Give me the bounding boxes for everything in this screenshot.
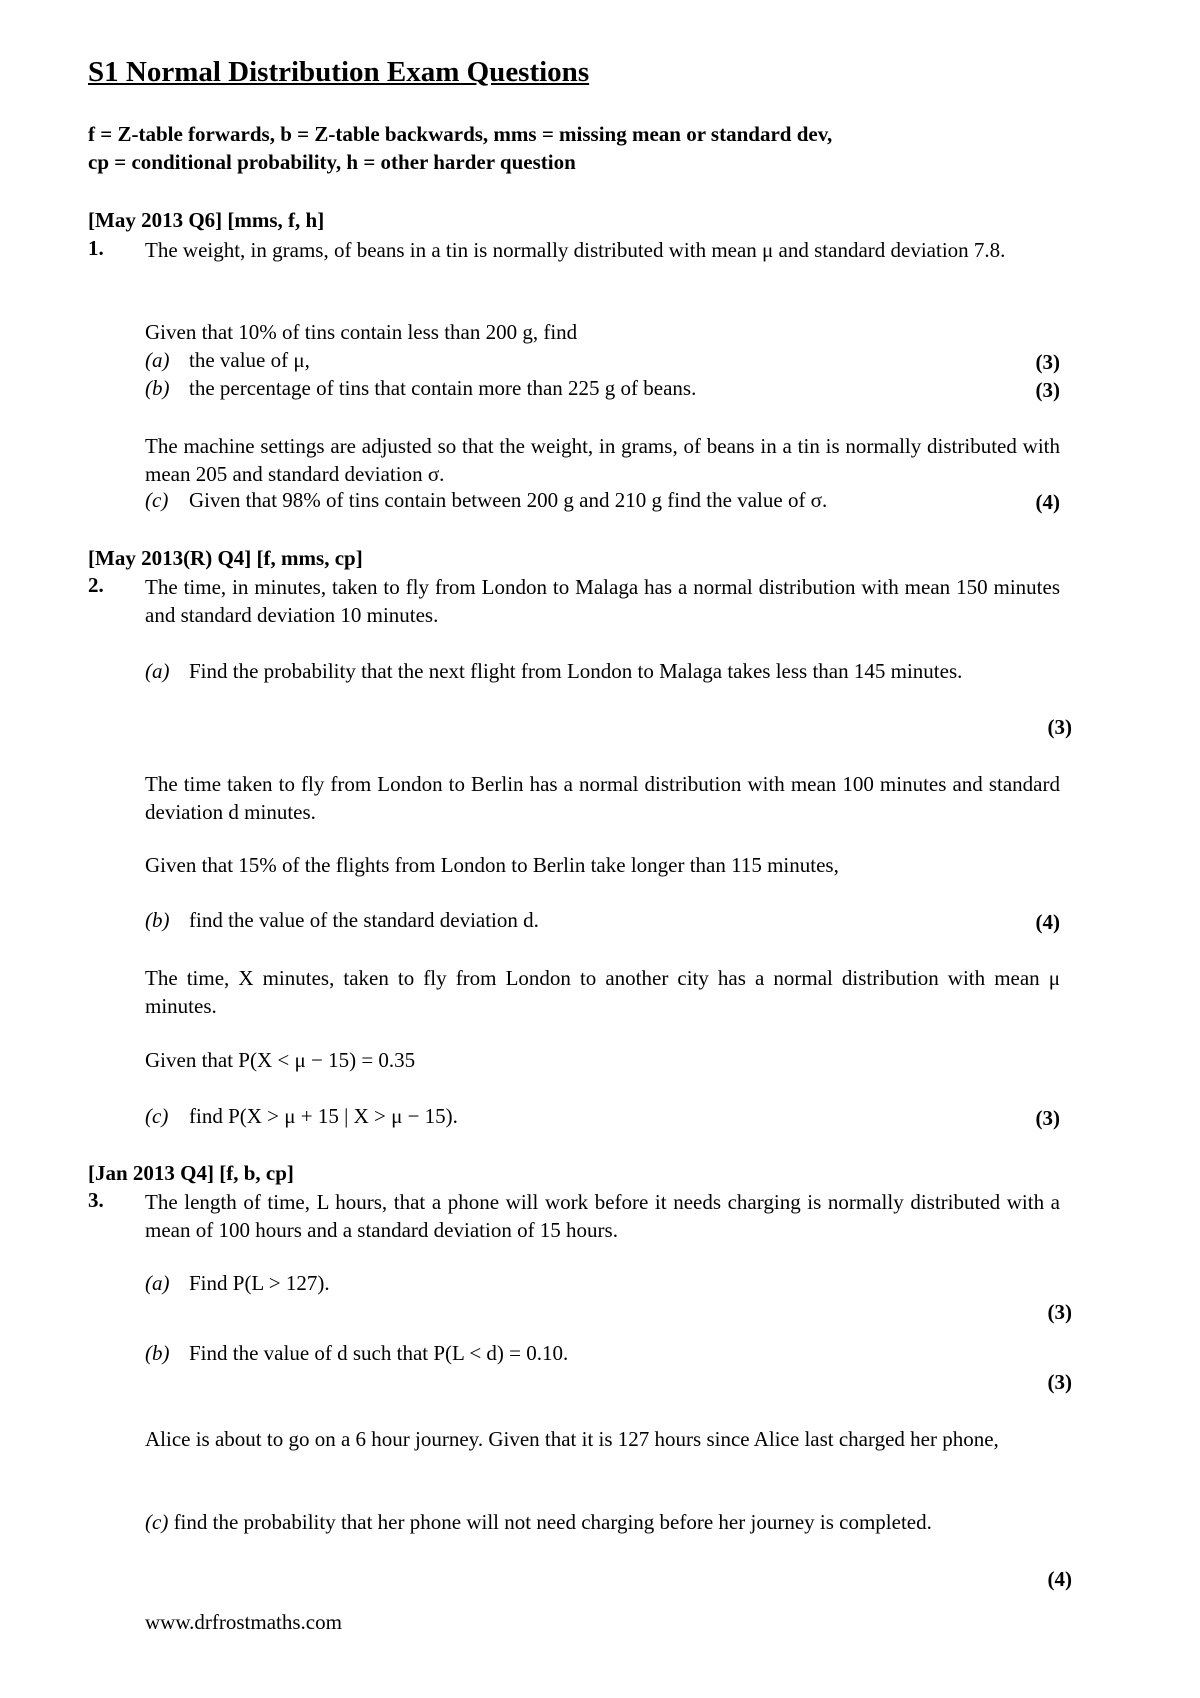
q1-part-a-text: the value of μ, xyxy=(189,348,310,372)
q1-source-tag: [May 2013 Q6] [mms, f, h] xyxy=(88,208,325,232)
q2-part-c-text: find P(X > μ + 15 | X > μ − 15). xyxy=(189,1104,458,1128)
q3-alice-info: Alice is about to go on a 6 hour journey. Given that it is 127 hours since Alice last charged her phone, xyxy=(145,1427,999,1451)
q3-part-c xyxy=(145,1508,1060,1536)
q3-part-c-text: find the probability that her phone will not need charging before her journey is completed. xyxy=(173,1510,932,1534)
q1-part-b xyxy=(145,376,696,401)
q3-part-a-label: (a) xyxy=(145,1271,170,1295)
q3-part-a-marks: (3) xyxy=(1047,1300,1072,1324)
q2-part-b-text: find the value of the standard deviation d. xyxy=(189,908,539,932)
q3-part-a-text: Find P(L > 127). xyxy=(189,1271,330,1295)
q1-part-c-text: Given that 98% of tins contain between 200 g and 210 g find the value of σ. xyxy=(189,488,828,512)
footer-url: www.drfrostmaths.com xyxy=(145,1610,342,1634)
q1-number: 1. xyxy=(88,236,104,260)
q1-part-b-text: the percentage of tins that contain more than 225 g of beans. xyxy=(189,376,697,400)
q3-part-a xyxy=(145,1271,330,1296)
q3-part-c-marks: (4) xyxy=(1047,1567,1072,1591)
q2-part-c xyxy=(145,1104,458,1129)
q2-part-b-marks: (4) xyxy=(1035,910,1060,934)
q3-number: 3. xyxy=(88,1188,104,1212)
q3-part-b-text: Find the value of d such that P(L < d) = 0.10. xyxy=(189,1341,569,1365)
legend-line-1: f = Z-table forwards, b = Z-table backwards, mms = missing mean or standard dev, xyxy=(88,122,833,146)
q3-part-b xyxy=(145,1341,568,1366)
q1-part-c-marks: (4) xyxy=(1035,490,1060,514)
q3-source-tag: [Jan 2013 Q4] [f, b, cp] xyxy=(88,1161,294,1185)
q2-part-c-label: (c) xyxy=(145,1104,169,1128)
q2-part-a-text: Find the probability that the next flight from London to Malaga takes less than 145 minutes. xyxy=(189,659,963,683)
q1-part-a-marks: (3) xyxy=(1035,350,1060,374)
q2-part-b-label: (b) xyxy=(145,908,170,932)
q3-part-c-label: (c) xyxy=(145,1510,169,1534)
page-title: S1 Normal Distribution Exam Questions xyxy=(88,56,590,88)
q2-part-a-marks: (3) xyxy=(1047,715,1072,739)
q2-berlin-info: The time taken to fly from London to Berlin has a normal distribution with mean 100 minutes and standard deviation d minutes. xyxy=(145,772,1060,824)
q1-part-c xyxy=(145,488,827,513)
q2-part-a-label: (a) xyxy=(145,659,170,683)
q2-part-b xyxy=(145,908,539,933)
q3-part-b-marks: (3) xyxy=(1047,1370,1072,1394)
q1-given: Given that 10% of tins contain less than 200 g, find xyxy=(145,320,578,344)
q1-intro: The weight, in grams, of beans in a tin is normally distributed with mean μ and standard deviation 7.8. xyxy=(145,238,1006,262)
legend-line-2: cp = conditional probability, h = other harder question xyxy=(88,150,576,174)
q2-number: 2. xyxy=(88,573,104,597)
q1-part-b-label: (b) xyxy=(145,376,170,400)
q2-other-city: The time, X minutes, taken to fly from London to another city has a normal distribution with mean μ minutes. xyxy=(145,966,1060,1018)
q1-part-a xyxy=(145,348,310,373)
q3-intro: The length of time, L hours, that a phone will work before it needs charging is normally distributed with a mean of 100 hours and a standard deviation of 15 hours. xyxy=(145,1190,1060,1242)
q1-part-a-label: (a) xyxy=(145,348,170,372)
q2-given-2: Given that P(X < μ − 15) = 0.35 xyxy=(145,1048,416,1072)
q2-part-a xyxy=(145,657,1060,685)
q2-given: Given that 15% of the flights from London to Berlin take longer than 115 minutes, xyxy=(145,853,839,877)
q1-part-c-label: (c) xyxy=(145,488,169,512)
q2-intro: The time, in minutes, taken to fly from London to Malaga has a normal distribution with mean 150 minutes and standard deviation 10 minutes. xyxy=(145,575,1060,627)
q3-part-b-label: (b) xyxy=(145,1341,170,1365)
q2-source-tag: [May 2013(R) Q4] [f, mms, cp] xyxy=(88,546,363,570)
q1-setup: The machine settings are adjusted so that the weight, in grams, of beans in a tin is normally distributed with mean 205 and standard deviation σ. xyxy=(145,434,1060,486)
q2-part-c-marks: (3) xyxy=(1035,1106,1060,1130)
q1-part-b-marks: (3) xyxy=(1035,378,1060,402)
